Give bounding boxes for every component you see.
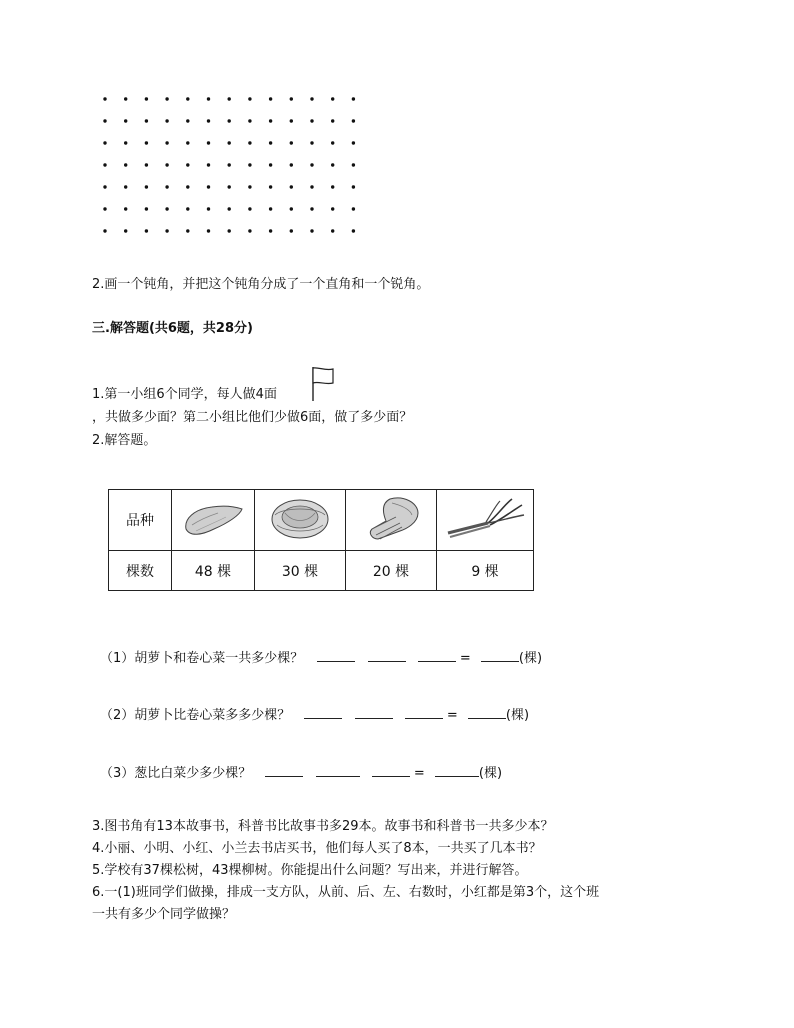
chinese-cabbage-cell <box>346 490 437 551</box>
grid-dot <box>352 185 355 188</box>
grid-dot <box>145 119 148 122</box>
grid-dot <box>310 229 313 232</box>
grid-dot <box>290 185 293 188</box>
grid-dot <box>290 229 293 232</box>
grid-dot <box>165 163 168 166</box>
grid-dot <box>310 97 313 100</box>
grid-dot <box>248 207 251 210</box>
grid-dot <box>310 207 313 210</box>
grid-dot <box>165 185 168 188</box>
grid-dot <box>124 141 127 144</box>
count-scallion: 9 棵 <box>437 551 534 591</box>
question-3: 3.图书角有13本故事书，科普书比故事书多29本。故事书和科普书一共多少本？ <box>92 819 554 834</box>
grid-dot <box>186 207 189 210</box>
grid-dot <box>145 163 148 166</box>
grid-dot <box>248 97 251 100</box>
grid-dot <box>290 207 293 210</box>
grid-dot <box>248 229 251 232</box>
unit-label: (棵) <box>478 766 503 781</box>
grid-dot <box>248 185 251 188</box>
grid-dot <box>165 97 168 100</box>
section-heading: 三.解答题(共6题，共28分) <box>92 321 253 336</box>
grid-dot <box>207 185 210 188</box>
grid-dot <box>124 185 127 188</box>
equals-sign: = <box>459 651 471 666</box>
answer-blank[interactable] <box>405 704 443 719</box>
grid-dot <box>290 119 293 122</box>
grid-dot <box>269 97 272 100</box>
grid-dot <box>290 97 293 100</box>
unit-label: (棵) <box>518 651 543 666</box>
answer-blank[interactable] <box>372 762 410 777</box>
question-5: 5.学校有37棵松树，43棵柳树。你能提出什么问题？写出来，并进行解答。 <box>92 863 528 878</box>
grid-dot <box>352 97 355 100</box>
grid-dot <box>310 185 313 188</box>
question-6-line-2: 一共有多少个同学做操？ <box>92 907 236 922</box>
grid-dot <box>331 185 334 188</box>
grid-dot <box>103 163 106 166</box>
grid-dot <box>207 141 210 144</box>
question-1-line-2: ，共做多少面？第二小组比他们少做6面，做了多少面？ <box>92 410 413 425</box>
sub-question-2 <box>100 704 529 725</box>
question-1-line-1: 1.第一小组6个同学，每人做4面 <box>92 387 277 402</box>
unit-label: (棵) <box>505 708 530 723</box>
grid-dot <box>207 163 210 166</box>
grid-dot <box>290 163 293 166</box>
grid-dot <box>186 185 189 188</box>
grid-dot <box>186 229 189 232</box>
grid-dot <box>186 163 189 166</box>
grid-dot <box>103 185 106 188</box>
grid-dot <box>228 229 231 232</box>
grid-dot <box>331 207 334 210</box>
grid-dot <box>248 141 251 144</box>
grid-dot <box>310 163 313 166</box>
grid-dot <box>124 163 127 166</box>
grid-dot <box>331 97 334 100</box>
grid-dot <box>103 207 106 210</box>
sub-question-3 <box>100 762 502 783</box>
grid-dot <box>103 229 106 232</box>
grid-dot <box>186 119 189 122</box>
question-2-heading: 2.解答题。 <box>92 433 157 448</box>
grid-dot <box>124 229 127 232</box>
equals-sign: = <box>413 766 425 781</box>
grid-dot <box>248 119 251 122</box>
grid-dot <box>124 97 127 100</box>
grid-dot <box>186 97 189 100</box>
grid-dot <box>228 141 231 144</box>
count-carrot: 48 棵 <box>172 551 255 591</box>
answer-blank[interactable] <box>418 647 456 662</box>
grid-dot <box>124 207 127 210</box>
grid-dot <box>352 207 355 210</box>
grid-dot <box>248 163 251 166</box>
grid-dot <box>352 229 355 232</box>
answer-blank[interactable] <box>468 704 506 719</box>
answer-blank[interactable] <box>368 647 406 662</box>
grid-dot <box>269 163 272 166</box>
count-chinese-cabbage: 20 棵 <box>346 551 437 591</box>
grid-dot <box>165 119 168 122</box>
grid-dot <box>207 97 210 100</box>
flag-icon <box>311 366 337 402</box>
row-header-count: 棵数 <box>109 551 172 591</box>
question-6-line-1: 6.一(1)班同学们做操，排成一支方队，从前、后、左、右数时，小红都是第3个，这个班 <box>92 885 600 900</box>
grid-dot <box>207 119 210 122</box>
grid-dot <box>103 97 106 100</box>
scallion-icon <box>442 493 528 543</box>
answer-blank[interactable] <box>265 762 303 777</box>
answer-blank[interactable] <box>316 762 360 777</box>
grid-dot <box>228 207 231 210</box>
answer-blank[interactable] <box>317 647 355 662</box>
carrot-icon <box>178 495 248 541</box>
grid-dot <box>352 141 355 144</box>
grid-dot <box>269 119 272 122</box>
grid-dot <box>269 207 272 210</box>
count-cabbage: 30 棵 <box>255 551 346 591</box>
grid-dot <box>145 207 148 210</box>
answer-blank[interactable] <box>355 704 393 719</box>
question-2-draw-angle: 2.画一个钝角，并把这个钝角分成了一个直角和一个锐角。 <box>92 277 430 292</box>
question-4: 4.小丽、小明、小红、小兰去书店买书，他们每人买了8本，一共买了几本书？ <box>92 841 542 856</box>
grid-dot <box>207 207 210 210</box>
grid-dot <box>124 119 127 122</box>
grid-dot <box>228 119 231 122</box>
row-header-variety: 品种 <box>109 490 172 551</box>
grid-dot <box>145 229 148 232</box>
grid-dot <box>331 163 334 166</box>
grid-dot <box>228 97 231 100</box>
grid-dot <box>228 185 231 188</box>
cabbage-icon <box>265 493 335 543</box>
grid-dot <box>165 207 168 210</box>
chinese-cabbage-icon <box>356 493 426 543</box>
answer-blank[interactable] <box>435 762 479 777</box>
grid-dot <box>352 163 355 166</box>
grid-dot <box>331 119 334 122</box>
cabbage-cell <box>255 490 346 551</box>
grid-dot <box>103 141 106 144</box>
grid-dot <box>269 141 272 144</box>
grid-dot <box>269 185 272 188</box>
grid-dot <box>290 141 293 144</box>
grid-dot <box>145 97 148 100</box>
scallion-cell <box>437 490 534 551</box>
sub-question-1 <box>100 647 542 668</box>
grid-dot <box>207 229 210 232</box>
grid-dot <box>145 141 148 144</box>
sub-question-3-label: （3）葱比白菜少多少棵？ <box>100 766 252 781</box>
carrot-cell <box>172 490 255 551</box>
grid-dot <box>165 229 168 232</box>
equals-sign: = <box>446 708 458 723</box>
dot-grid[interactable] <box>98 92 368 238</box>
grid-dot <box>331 141 334 144</box>
grid-dot <box>145 185 148 188</box>
grid-dot <box>310 119 313 122</box>
answer-blank[interactable] <box>304 704 342 719</box>
grid-dot <box>103 119 106 122</box>
grid-dot <box>228 163 231 166</box>
grid-dot <box>269 229 272 232</box>
vegetable-table <box>108 489 534 591</box>
grid-dot <box>331 229 334 232</box>
answer-blank[interactable] <box>481 647 519 662</box>
grid-dot <box>186 141 189 144</box>
sub-question-1-label: （1）胡萝卜和卷心菜一共多少棵？ <box>100 651 304 666</box>
grid-dot <box>310 141 313 144</box>
grid-dot <box>165 141 168 144</box>
sub-question-2-label: （2）胡萝卜比卷心菜多多少棵？ <box>100 708 291 723</box>
grid-dot <box>352 119 355 122</box>
